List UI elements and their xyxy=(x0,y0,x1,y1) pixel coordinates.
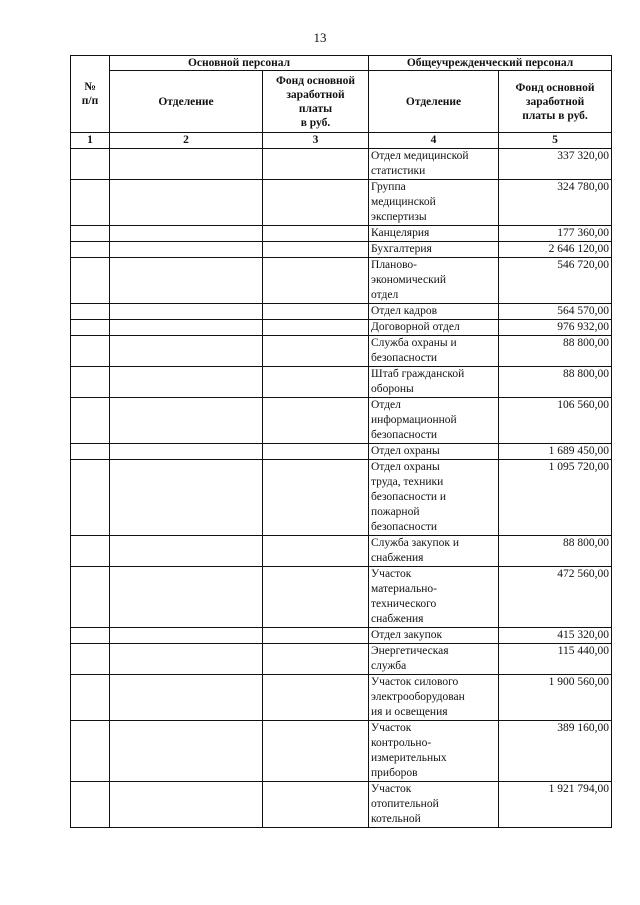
row-number-cell xyxy=(71,644,110,675)
main-department-cell xyxy=(110,304,263,320)
main-department-cell xyxy=(110,444,263,460)
header-general-fund: Фонд основной заработной платы в руб. xyxy=(499,71,612,133)
main-department-cell xyxy=(110,149,263,180)
row-number-cell xyxy=(71,628,110,644)
general-fund-cell: 1 095 720,00 xyxy=(499,460,612,536)
general-department-cell: Отдел охраны xyxy=(369,444,499,460)
main-department-cell xyxy=(110,721,263,782)
row-number-cell xyxy=(71,304,110,320)
header-group-general-staff: Общеучрежденческий персонал xyxy=(369,56,612,71)
main-fund-cell xyxy=(263,304,369,320)
table-row xyxy=(71,367,612,398)
header-row-number: № п/п xyxy=(71,56,110,133)
general-department-cell: Отдел кадров xyxy=(369,304,499,320)
row-number-cell xyxy=(71,675,110,721)
main-fund-cell xyxy=(263,180,369,226)
header-general-department: Отделение xyxy=(369,71,499,133)
general-fund-cell: 337 320,00 xyxy=(499,149,612,180)
general-fund-cell: 472 560,00 xyxy=(499,567,612,628)
main-department-cell xyxy=(110,320,263,336)
column-number: 1 xyxy=(71,133,110,149)
main-department-cell xyxy=(110,258,263,304)
general-department-cell: Отдел охраны труда, техники безопасности и пожарной безопасности xyxy=(369,460,499,536)
main-fund-cell xyxy=(263,782,369,828)
general-fund-cell: 115 440,00 xyxy=(499,644,612,675)
table-row xyxy=(71,536,612,567)
table-row xyxy=(71,567,612,628)
general-fund-cell: 324 780,00 xyxy=(499,180,612,226)
main-fund-cell xyxy=(263,721,369,782)
row-number-cell xyxy=(71,367,110,398)
row-number-cell xyxy=(71,398,110,444)
general-department-cell: Бухгалтерия xyxy=(369,242,499,258)
header-group-main-staff: Основной персонал xyxy=(110,56,369,71)
column-number: 3 xyxy=(263,133,369,149)
table-row xyxy=(71,721,612,782)
table-row xyxy=(71,180,612,226)
row-number-cell xyxy=(71,336,110,367)
header-main-fund: Фонд основной заработной платы в руб. xyxy=(263,71,369,133)
main-fund-cell xyxy=(263,226,369,242)
general-department-cell: Энергетическая служба xyxy=(369,644,499,675)
column-number: 2 xyxy=(110,133,263,149)
main-fund-cell xyxy=(263,149,369,180)
general-department-cell: Отдел закупок xyxy=(369,628,499,644)
general-fund-cell: 1 689 450,00 xyxy=(499,444,612,460)
main-fund-cell xyxy=(263,444,369,460)
main-department-cell xyxy=(110,675,263,721)
main-department-cell xyxy=(110,460,263,536)
row-number-cell xyxy=(71,782,110,828)
main-fund-cell xyxy=(263,242,369,258)
general-department-cell: Служба охраны и безопасности xyxy=(369,336,499,367)
table-row xyxy=(71,242,612,258)
column-number: 4 xyxy=(369,133,499,149)
main-department-cell xyxy=(110,782,263,828)
row-number-cell xyxy=(71,460,110,536)
general-department-cell: Штаб гражданской обороны xyxy=(369,367,499,398)
general-fund-cell: 415 320,00 xyxy=(499,628,612,644)
column-number-row xyxy=(71,133,612,149)
main-fund-cell xyxy=(263,320,369,336)
general-fund-cell: 546 720,00 xyxy=(499,258,612,304)
table-row xyxy=(71,628,612,644)
row-number-cell xyxy=(71,258,110,304)
table-row xyxy=(71,398,612,444)
main-fund-cell xyxy=(263,258,369,304)
general-department-cell: Участок контрольно- измерительных приборов xyxy=(369,721,499,782)
row-number-cell xyxy=(71,536,110,567)
main-fund-cell xyxy=(263,628,369,644)
page-number: 13 xyxy=(313,30,327,45)
table-row xyxy=(71,675,612,721)
general-fund-cell: 2 646 120,00 xyxy=(499,242,612,258)
general-fund-cell: 564 570,00 xyxy=(499,304,612,320)
row-number-cell xyxy=(71,180,110,226)
general-fund-cell: 1 921 794,00 xyxy=(499,782,612,828)
main-fund-cell xyxy=(263,675,369,721)
main-department-cell xyxy=(110,367,263,398)
table-row xyxy=(71,258,612,304)
table-row xyxy=(71,226,612,242)
general-fund-cell: 88 800,00 xyxy=(499,536,612,567)
main-department-cell xyxy=(110,644,263,675)
row-number-cell xyxy=(71,721,110,782)
row-number-cell xyxy=(71,149,110,180)
row-number-cell xyxy=(71,242,110,258)
main-department-cell xyxy=(110,180,263,226)
table-row xyxy=(71,336,612,367)
main-fund-cell xyxy=(263,367,369,398)
main-department-cell xyxy=(110,226,263,242)
table-row xyxy=(71,782,612,828)
main-department-cell xyxy=(110,567,263,628)
general-fund-cell: 88 800,00 xyxy=(499,336,612,367)
general-department-cell: Договорной отдел xyxy=(369,320,499,336)
table-row xyxy=(71,460,612,536)
general-department-cell: Отдел информационной безопасности xyxy=(369,398,499,444)
main-department-cell xyxy=(110,242,263,258)
general-department-cell: Канцелярия xyxy=(369,226,499,242)
table-body xyxy=(71,149,612,828)
general-department-cell: Планово- экономический отдел xyxy=(369,258,499,304)
table-row xyxy=(71,149,612,180)
table-row xyxy=(71,644,612,675)
payroll-fund-table xyxy=(70,55,612,828)
column-number: 5 xyxy=(499,133,612,149)
table-row xyxy=(71,304,612,320)
row-number-cell xyxy=(71,444,110,460)
main-fund-cell xyxy=(263,460,369,536)
row-number-cell xyxy=(71,226,110,242)
general-department-cell: Участок материально- технического снабжения xyxy=(369,567,499,628)
general-fund-cell: 177 360,00 xyxy=(499,226,612,242)
general-department-cell: Отдел медицинской статистики xyxy=(369,149,499,180)
row-number-cell xyxy=(71,567,110,628)
general-department-cell: Служба закупок и снабжения xyxy=(369,536,499,567)
general-department-cell: Группа медицинской экспертизы xyxy=(369,180,499,226)
main-department-cell xyxy=(110,536,263,567)
main-fund-cell xyxy=(263,336,369,367)
header-main-department: Отделение xyxy=(110,71,263,133)
general-fund-cell: 389 160,00 xyxy=(499,721,612,782)
main-department-cell xyxy=(110,398,263,444)
general-fund-cell: 106 560,00 xyxy=(499,398,612,444)
main-department-cell xyxy=(110,336,263,367)
general-fund-cell: 976 932,00 xyxy=(499,320,612,336)
general-fund-cell: 1 900 560,00 xyxy=(499,675,612,721)
general-department-cell: Участок силового электрооборудован ия и освещения xyxy=(369,675,499,721)
general-fund-cell: 88 800,00 xyxy=(499,367,612,398)
main-fund-cell xyxy=(263,644,369,675)
general-department-cell: Участок отопительной котельной xyxy=(369,782,499,828)
main-department-cell xyxy=(110,628,263,644)
main-fund-cell xyxy=(263,567,369,628)
table-row xyxy=(71,320,612,336)
main-fund-cell xyxy=(263,536,369,567)
main-fund-cell xyxy=(263,398,369,444)
table-row xyxy=(71,444,612,460)
row-number-cell xyxy=(71,320,110,336)
